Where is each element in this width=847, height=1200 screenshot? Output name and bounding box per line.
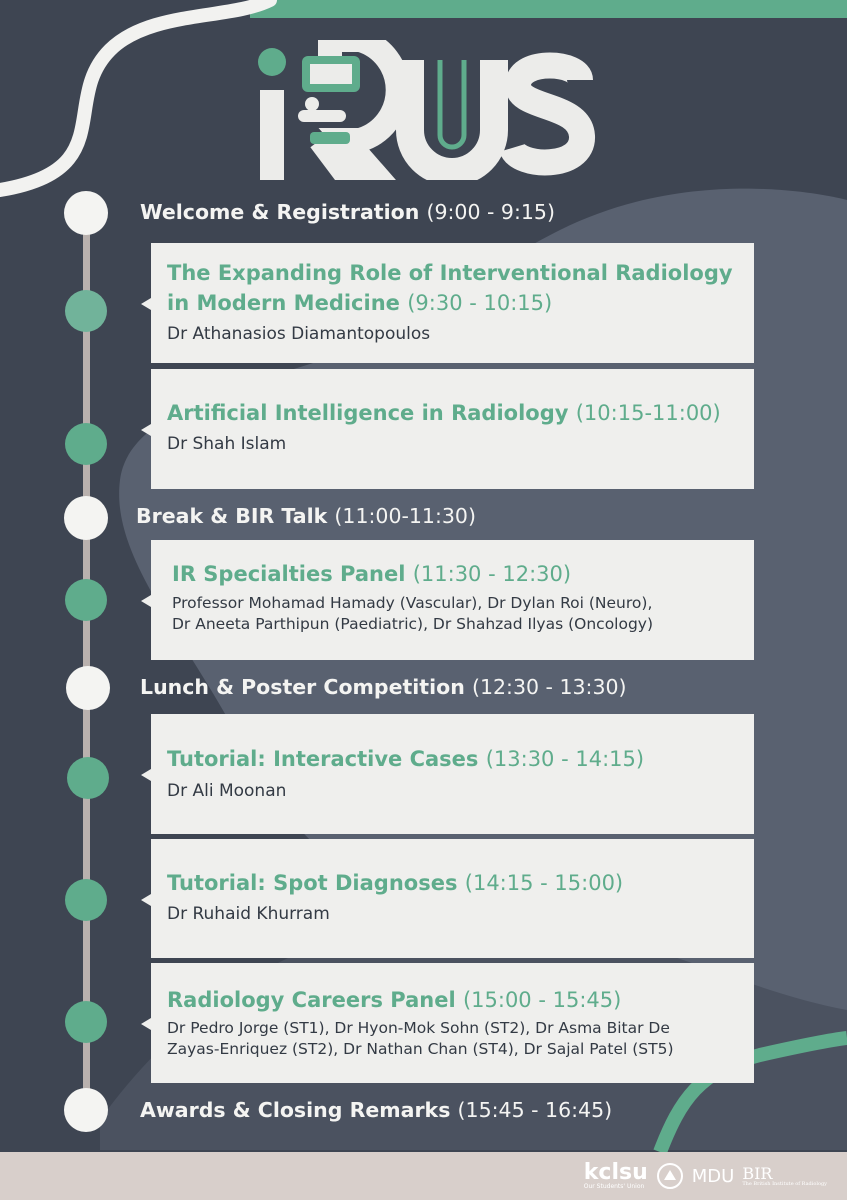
session-title: Artificial Intelligence in Radiology (10:15-11:00) <box>167 401 721 425</box>
mdu-logo: MDU <box>691 1165 735 1187</box>
session-time: (13:30 - 14:15) <box>485 747 645 771</box>
event-name: Lunch & Poster Competition <box>140 675 465 699</box>
crest-icon <box>656 1162 684 1190</box>
session-speakers: Professor Mohamad Hamady (Vascular), Dr Dylan Roi (Neuro), Dr Aneeta Parthipun (Paediatric), Dr Shahzad Ilyas (Oncology) <box>172 594 654 633</box>
session-time: (11:30 - 12:30) <box>412 562 572 586</box>
session-card <box>151 714 754 834</box>
session-speakers: Dr Ruhaid Khurram <box>167 904 330 924</box>
session-title: IR Specialties Panel (11:30 - 12:30) <box>172 562 572 586</box>
session-title: Tutorial: Interactive Cases (13:30 - 14:15) <box>167 747 645 771</box>
event-closing <box>140 1098 612 1122</box>
timeline-dot-break <box>64 496 108 540</box>
session-time: (10:15-11:00) <box>575 401 721 425</box>
event-name: Break & BIR Talk <box>136 504 328 528</box>
session-title: Tutorial: Spot Diagnoses (14:15 - 15:00) <box>167 871 624 895</box>
event-lunch <box>140 675 627 699</box>
session-card <box>151 243 754 363</box>
timeline-dot-session-1 <box>65 290 107 332</box>
timeline-dot-lunch <box>66 666 110 710</box>
event-time: (12:30 - 13:30) <box>471 675 627 699</box>
session-card <box>151 839 754 958</box>
kclsu-logo: kclsu Our Students' Union <box>583 1160 648 1190</box>
session-card <box>151 963 754 1083</box>
bir-logo: BIR The British Institute of Radiology <box>742 1163 827 1187</box>
timeline-dot-session-5 <box>65 879 107 921</box>
session-card <box>151 540 754 660</box>
session-time: (9:30 - 10:15) <box>407 291 553 315</box>
session-time: (15:00 - 15:45) <box>462 988 622 1012</box>
event-time: (15:45 - 16:45) <box>457 1098 613 1122</box>
sponsor-logos <box>584 1152 827 1200</box>
timeline-line <box>83 212 90 1110</box>
session-speakers: Dr Pedro Jorge (ST1), Dr Hyon-Mok Sohn (ST2), Dr Asma Bitar De Zayas-Enriquez (ST2), Dr Nathan Chan (ST4), Dr Sajal Patel (ST5) <box>167 1019 674 1058</box>
event-name: Welcome & Registration <box>140 200 420 224</box>
event-break <box>136 504 476 528</box>
session-speakers: Dr Ali Moonan <box>167 781 287 801</box>
timeline-dot-session-2 <box>65 423 107 465</box>
session-speakers: Dr Athanasios Diamantopoulos <box>167 324 431 344</box>
event-name: Awards & Closing Remarks <box>140 1098 451 1122</box>
session-card <box>151 369 754 489</box>
timeline-dot-closing <box>64 1088 108 1132</box>
session-title: Radiology Careers Panel (15:00 - 15:45) <box>167 988 622 1012</box>
session-time: (14:15 - 15:00) <box>464 871 624 895</box>
timeline-dot-welcome <box>64 191 108 235</box>
session-speakers: Dr Shah Islam <box>167 434 287 454</box>
event-time: (9:00 - 9:15) <box>426 200 555 224</box>
timeline-dot-session-4 <box>67 757 109 799</box>
timeline-dot-session-6 <box>65 1001 107 1043</box>
event-time: (11:00-11:30) <box>334 504 476 528</box>
session-title: The Expanding Role of Interventional Radiology in Modern Medicine (9:30 - 10:15) <box>167 261 733 315</box>
irus-logo <box>250 40 600 180</box>
timeline-dot-session-3 <box>65 579 107 621</box>
event-welcome <box>140 200 555 224</box>
